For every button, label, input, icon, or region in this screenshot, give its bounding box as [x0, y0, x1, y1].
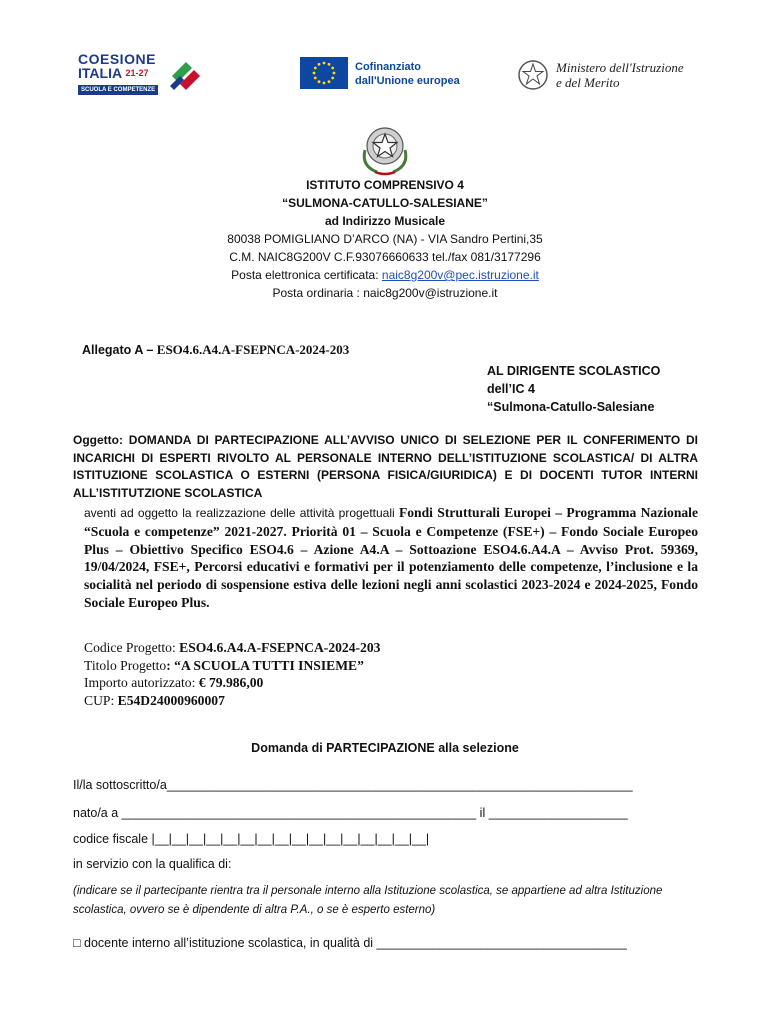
eu-cofinanced-logo	[300, 57, 470, 91]
form-title: Domanda di PARTECIPAZIONE alla selezione	[251, 741, 519, 755]
addressee-line3: “Sulmona-Catullo-Salesiane	[487, 400, 655, 414]
body-paragraph	[84, 504, 698, 612]
eu-text	[355, 60, 460, 88]
codice-label: Codice Progetto:	[84, 640, 180, 655]
addressee-line2: dell’IC 4	[487, 382, 535, 396]
coesione-line1: COESIONE	[78, 51, 156, 67]
school-name: “SULMONA-CATULLO-SALESIANE”	[282, 196, 488, 210]
titolo-value: : “A SCUOLA TUTTI INSIEME”	[166, 657, 364, 673]
school-codes: C.M. NAIC8G200V C.F.93076660633 tel./fax 081/3177296	[229, 250, 541, 264]
ministero-logo	[516, 58, 706, 92]
pec-label: Posta elettronica certificata:	[231, 268, 382, 282]
qualifica-note: (indicare se il partecipante rientra tra il personale interno alla Istituzione scolastica, se appartiene ad altra Istituzione scolastica, ovvero se è dipendente di altra P.A., o se è esperto esterno)	[73, 885, 663, 916]
eu-line1: Cofinanziato	[355, 61, 421, 73]
coesione-flag-icon	[166, 54, 200, 98]
nato-field[interactable]: nato/a a ___________________________________________________ il ____________________	[73, 806, 628, 820]
codice-value: ESO4.6.A4.A-FSEPNCA-2024-203	[179, 640, 381, 655]
allegato-label: Allegato A –	[82, 343, 157, 357]
body-lead: aventi ad oggetto la realizzazione delle attività progettuali	[84, 506, 399, 520]
titolo-progetto	[84, 657, 380, 675]
allegato-line	[82, 342, 349, 358]
eu-flag-icon	[300, 57, 348, 89]
project-details	[84, 639, 380, 709]
titolo-label: Titolo Progetto	[84, 657, 167, 673]
school-type: ISTITUTO COMPRENSIVO 4	[306, 178, 464, 192]
school-pec	[0, 266, 770, 284]
coesione-italia-logo	[78, 52, 203, 102]
codice-progetto	[84, 639, 380, 657]
ministero-line2: e del Merito	[556, 75, 620, 90]
oggetto-paragraph: Oggetto: DOMANDA DI PARTECIPAZIONE ALL’AVVISO UNICO DI SELEZIONE PER IL CONFERIMENTO DI INCARICHI DI ESPERTI RIVOLTO AL PERSONALE INTERNO DELL’ISTITUZIONE SCOLASTICA/ DI ALTRA ISTITUZIONE SCOLASTICA O ESTERNI (PERSONA FISICA/GIURIDICA) E DI DOCENTI TUTOR INTERNI ALL’ISTITUTZIONE SCOLASTICA	[73, 433, 698, 500]
importo	[84, 674, 380, 692]
addressee-line1: AL DIRIGENTE SCOLASTICO	[487, 364, 661, 378]
ministero-line1: Ministero dell'Istruzione	[556, 60, 684, 75]
body-text: Fondi Strutturali Europei – Programma Nazionale “Scuola e competenze” 2021-2027. Priorità 01 – Scuola e Competenze (FSE+) – Fondo Sociale Europeo Plus – Obiettivo Specifico ESO4.6 – Azione A4.A – Sottoazione ESO4.6.A4.A – Avviso Prot. 59369, 19/04/2024, FSE+, Percorsi educativi e formativi per il potenziamento delle competenze, l’inclusione e la socialità nel periodo di sospensione estiva delle lezioni negli anni scolastici 2023-2024 e 2024-2025, Fondo Sociale Europeo Plus.	[84, 505, 698, 610]
coesione-years: 21-27	[125, 68, 149, 78]
coesione-line2	[78, 66, 158, 80]
ministero-text	[556, 60, 684, 90]
importo-value: € 79.986,00	[198, 675, 264, 691]
servizio-label: in servizio con la qualifica di:	[73, 857, 232, 871]
cup-value: E54D24000960007	[117, 692, 225, 708]
codice-fiscale-field[interactable]: codice fiscale |__|__|__|__|__|__|__|__|__|__|__|__|__|__|__|__|	[73, 832, 430, 846]
school-email: Posta ordinaria : naic8g200v@istruzione.it	[272, 286, 498, 300]
importo-label: Importo autorizzato:	[84, 675, 199, 691]
docente-interno-option[interactable]: □ docente interno all’istituzione scolastica, in qualità di ____________________________________	[73, 936, 627, 950]
school-address: 80038 POMIGLIANO D’ARCO (NA) - VIA Sandro Pertini,35	[227, 232, 543, 246]
sottoscritto-field[interactable]: Il/la sottoscritto/a___________________________________________________________________	[73, 778, 633, 792]
ministero-emblem-icon	[516, 58, 550, 92]
coesione-tag: SCUOLA E COMPETENZE	[78, 85, 158, 95]
eu-line2: dall'Unione europea	[355, 75, 460, 87]
school-indirizzo: ad Indirizzo Musicale	[324, 214, 446, 228]
coesione-italia: ITALIA	[78, 65, 122, 81]
repubblica-emblem-icon	[357, 120, 413, 178]
school-header	[0, 176, 770, 302]
addressee-block	[487, 362, 660, 416]
pec-link[interactable]: naic8g200v@pec.istruzione.it	[381, 268, 539, 282]
cup-label: CUP:	[84, 692, 118, 708]
allegato-code: ESO4.6.A4.A-FSEPNCA-2024-203	[156, 342, 350, 357]
cup	[84, 692, 380, 710]
